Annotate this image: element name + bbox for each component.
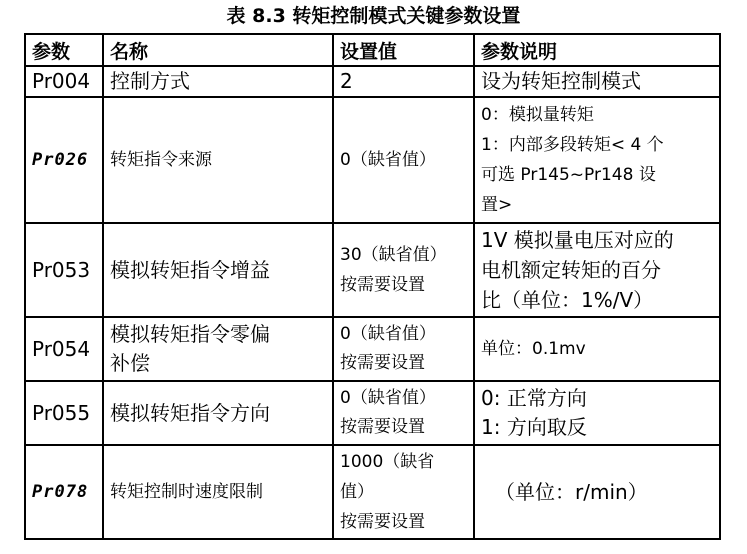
param-code: Pr053 xyxy=(25,223,103,317)
table-row xyxy=(25,66,720,97)
param-value: 0（缺省值） 按需要设置 xyxy=(333,381,474,445)
param-name: 转矩指令来源 xyxy=(103,97,333,223)
param-code: Pr054 xyxy=(25,317,103,381)
param-name: 模拟转矩指令方向 xyxy=(103,381,333,445)
param-description: 1V 模拟量电压对应的 电机额定转矩的百分 比（单位：1%/V） xyxy=(474,223,720,317)
param-value: 1000（缺省 值） 按需要设置 xyxy=(333,445,474,539)
table-row xyxy=(25,317,720,381)
param-value: 30（缺省值） 按需要设置 xyxy=(333,223,474,317)
param-code: Pr004 xyxy=(25,66,103,97)
param-description: （单位：r/min） xyxy=(474,445,720,539)
param-name: 转矩控制时速度限制 xyxy=(103,445,333,539)
table-caption: 表 8.3 转矩控制模式关键参数设置 xyxy=(226,5,521,27)
table-row xyxy=(25,381,720,445)
parameter-table xyxy=(24,33,721,540)
header-param: 参数 xyxy=(25,34,103,66)
header-name: 名称 xyxy=(103,34,333,66)
param-value: 0（缺省值） xyxy=(333,97,474,223)
param-name: 控制方式 xyxy=(103,66,333,97)
param-code: Pr055 xyxy=(25,381,103,445)
param-description: 0: 正常方向 1: 方向取反 xyxy=(474,381,720,445)
table-row xyxy=(25,445,720,539)
header-value: 设置值 xyxy=(333,34,474,66)
table-row xyxy=(25,97,720,223)
param-code: Pr026 xyxy=(25,97,103,223)
param-name: 模拟转矩指令零偏 补偿 xyxy=(103,317,333,381)
param-description: 设为转矩控制模式 xyxy=(474,66,720,97)
param-name: 模拟转矩指令增益 xyxy=(103,223,333,317)
param-value: 2 xyxy=(333,66,474,97)
param-description: 单位：0.1mv xyxy=(474,317,720,381)
header-description: 参数说明 xyxy=(474,34,720,66)
param-value: 0（缺省值） 按需要设置 xyxy=(333,317,474,381)
param-description: 0：模拟量转矩 1：内部多段转矩< 4 个 可选 Pr145~Pr148 设 置> xyxy=(474,97,720,223)
table-header-row xyxy=(25,34,720,66)
table-row xyxy=(25,223,720,317)
param-code: Pr078 xyxy=(25,445,103,539)
